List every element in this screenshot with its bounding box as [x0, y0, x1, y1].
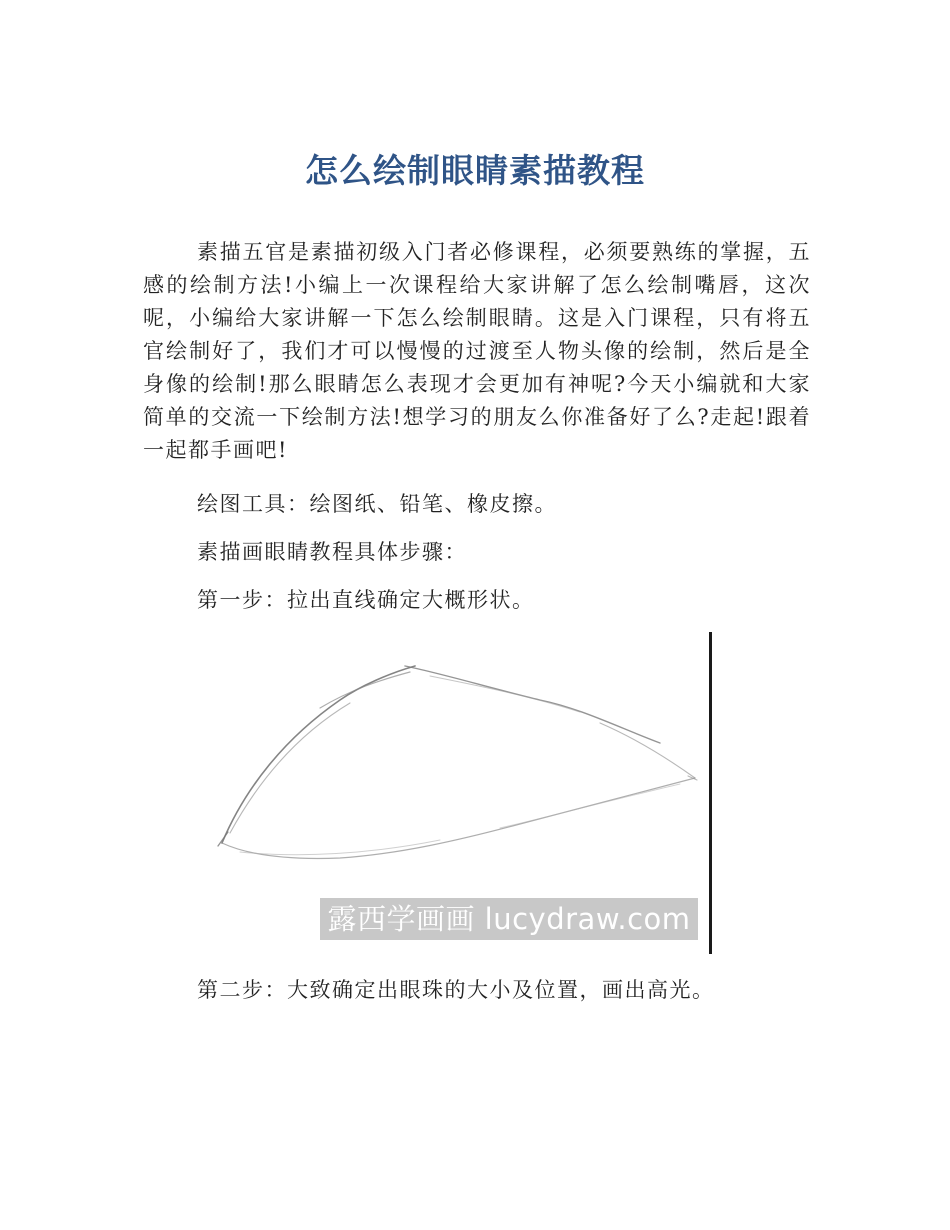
steps-heading: 素描画眼睛教程具体步骤：: [197, 540, 467, 564]
intro-paragraph: 素描五官是素描初级入门者必修课程，必须要熟练的掌握，五感的绘制方法!小编上一次课程给大家讲解了怎么绘制嘴唇，这次呢，小编给大家讲解一下怎么绘制眼睛。这是入门课程，只有将五官绘制好了，我们才可以慢慢的过渡至人物头像的绘制，然后是全身像的绘制!那么眼睛怎么表现才会更加有神呢?今天小编就和大家简单的交流一下绘制方法!想学习的朋友么你准备好了么?走起!跟着一起都手画吧!: [143, 240, 811, 462]
tools-line: 绘图工具：绘图纸、铅笔、橡皮擦。: [197, 492, 557, 516]
eye-sketch-figure: [200, 628, 712, 956]
watermark-label: 露西学画画 lucydraw.com: [320, 898, 698, 940]
step-2-text: 第二步：大致确定出眼珠的大小及位置，画出高光。: [197, 978, 715, 1002]
step-1-text: 第一步：拉出直线确定大概形状。: [197, 588, 535, 612]
figure-divider-line: [709, 632, 712, 954]
document-title: 怎么绘制眼睛素描教程: [305, 151, 645, 190]
